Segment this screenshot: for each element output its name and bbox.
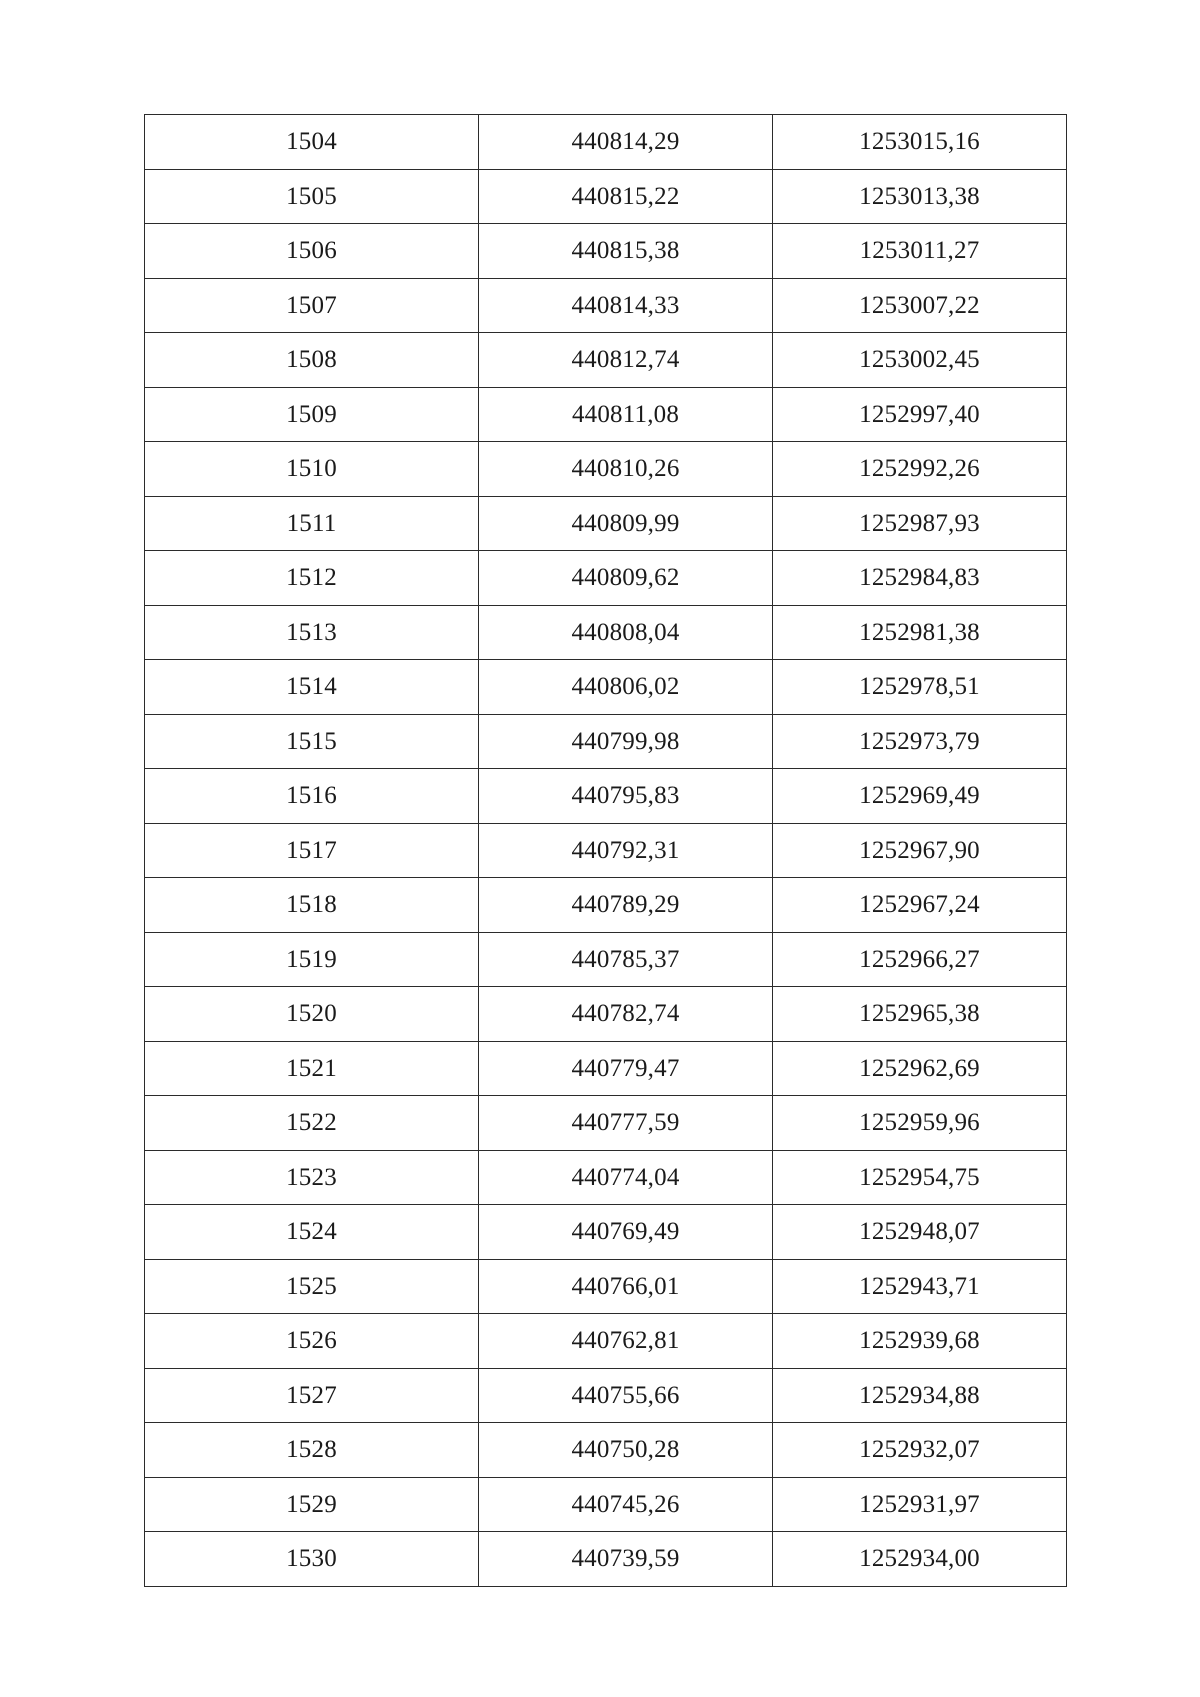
point-number-cell: 1506 [145,224,479,279]
y-coordinate-cell: 1252978,51 [773,660,1067,715]
x-coordinate-cell: 440774,04 [479,1150,773,1205]
y-coordinate-cell: 1252948,07 [773,1205,1067,1260]
point-number-cell: 1512 [145,551,479,606]
x-coordinate-cell: 440810,26 [479,442,773,497]
point-number-cell: 1530 [145,1532,479,1587]
table-row [145,442,1067,497]
point-number-cell: 1521 [145,1041,479,1096]
y-coordinate-cell: 1252954,75 [773,1150,1067,1205]
point-number-cell: 1515 [145,714,479,769]
table-row [145,115,1067,170]
x-coordinate-cell: 440812,74 [479,333,773,388]
point-number-cell: 1513 [145,605,479,660]
table-row [145,551,1067,606]
x-coordinate-cell: 440777,59 [479,1096,773,1151]
table-row [145,605,1067,660]
x-coordinate-cell: 440792,31 [479,823,773,878]
table-row [145,224,1067,279]
point-number-cell: 1510 [145,442,479,497]
x-coordinate-cell: 440785,37 [479,932,773,987]
table-row [145,769,1067,824]
point-number-cell: 1523 [145,1150,479,1205]
y-coordinate-cell: 1252931,97 [773,1477,1067,1532]
y-coordinate-cell: 1252992,26 [773,442,1067,497]
point-number-cell: 1518 [145,878,479,933]
x-coordinate-cell: 440779,47 [479,1041,773,1096]
y-coordinate-cell: 1252943,71 [773,1259,1067,1314]
point-number-cell: 1520 [145,987,479,1042]
y-coordinate-cell: 1252967,24 [773,878,1067,933]
point-number-cell: 1519 [145,932,479,987]
y-coordinate-cell: 1252962,69 [773,1041,1067,1096]
y-coordinate-cell: 1252939,68 [773,1314,1067,1369]
point-number-cell: 1508 [145,333,479,388]
x-coordinate-cell: 440795,83 [479,769,773,824]
y-coordinate-cell: 1253011,27 [773,224,1067,279]
point-number-cell: 1507 [145,278,479,333]
x-coordinate-cell: 440809,99 [479,496,773,551]
x-coordinate-cell: 440739,59 [479,1532,773,1587]
point-number-cell: 1526 [145,1314,479,1369]
y-coordinate-cell: 1252997,40 [773,387,1067,442]
table-row [145,1532,1067,1587]
point-number-cell: 1517 [145,823,479,878]
x-coordinate-cell: 440789,29 [479,878,773,933]
x-coordinate-cell: 440808,04 [479,605,773,660]
x-coordinate-cell: 440815,38 [479,224,773,279]
point-number-cell: 1511 [145,496,479,551]
x-coordinate-cell: 440766,01 [479,1259,773,1314]
y-coordinate-cell: 1252984,83 [773,551,1067,606]
table-row [145,1423,1067,1478]
point-number-cell: 1522 [145,1096,479,1151]
y-coordinate-cell: 1252965,38 [773,987,1067,1042]
table-row [145,1259,1067,1314]
x-coordinate-cell: 440750,28 [479,1423,773,1478]
y-coordinate-cell: 1252987,93 [773,496,1067,551]
table-row [145,1368,1067,1423]
x-coordinate-cell: 440799,98 [479,714,773,769]
table-row [145,1041,1067,1096]
table-row [145,714,1067,769]
x-coordinate-cell: 440815,22 [479,169,773,224]
table-row [145,496,1067,551]
y-coordinate-cell: 1253007,22 [773,278,1067,333]
point-number-cell: 1527 [145,1368,479,1423]
y-coordinate-cell: 1253015,16 [773,115,1067,170]
x-coordinate-cell: 440755,66 [479,1368,773,1423]
y-coordinate-cell: 1253013,38 [773,169,1067,224]
point-number-cell: 1514 [145,660,479,715]
table-row [145,333,1067,388]
table-row [145,1150,1067,1205]
x-coordinate-cell: 440809,62 [479,551,773,606]
point-number-cell: 1505 [145,169,479,224]
y-coordinate-cell: 1252966,27 [773,932,1067,987]
x-coordinate-cell: 440814,33 [479,278,773,333]
x-coordinate-cell: 440806,02 [479,660,773,715]
point-number-cell: 1528 [145,1423,479,1478]
table-row [145,1314,1067,1369]
point-number-cell: 1524 [145,1205,479,1260]
x-coordinate-cell: 440782,74 [479,987,773,1042]
x-coordinate-cell: 440745,26 [479,1477,773,1532]
x-coordinate-cell: 440811,08 [479,387,773,442]
x-coordinate-cell: 440769,49 [479,1205,773,1260]
table-row [145,878,1067,933]
table-row [145,1205,1067,1260]
table-row [145,1477,1067,1532]
point-number-cell: 1525 [145,1259,479,1314]
point-number-cell: 1516 [145,769,479,824]
x-coordinate-cell: 440762,81 [479,1314,773,1369]
table-row [145,987,1067,1042]
table-row [145,169,1067,224]
table-row [145,823,1067,878]
table-row [145,932,1067,987]
x-coordinate-cell: 440814,29 [479,115,773,170]
y-coordinate-cell: 1252959,96 [773,1096,1067,1151]
coordinates-table-body [145,115,1067,1587]
y-coordinate-cell: 1252932,07 [773,1423,1067,1478]
point-number-cell: 1509 [145,387,479,442]
table-row [145,387,1067,442]
y-coordinate-cell: 1253002,45 [773,333,1067,388]
coordinates-table [144,114,1067,1587]
y-coordinate-cell: 1252967,90 [773,823,1067,878]
point-number-cell: 1529 [145,1477,479,1532]
point-number-cell: 1504 [145,115,479,170]
y-coordinate-cell: 1252934,88 [773,1368,1067,1423]
y-coordinate-cell: 1252969,49 [773,769,1067,824]
y-coordinate-cell: 1252981,38 [773,605,1067,660]
table-row [145,278,1067,333]
y-coordinate-cell: 1252973,79 [773,714,1067,769]
table-row [145,660,1067,715]
y-coordinate-cell: 1252934,00 [773,1532,1067,1587]
table-row [145,1096,1067,1151]
